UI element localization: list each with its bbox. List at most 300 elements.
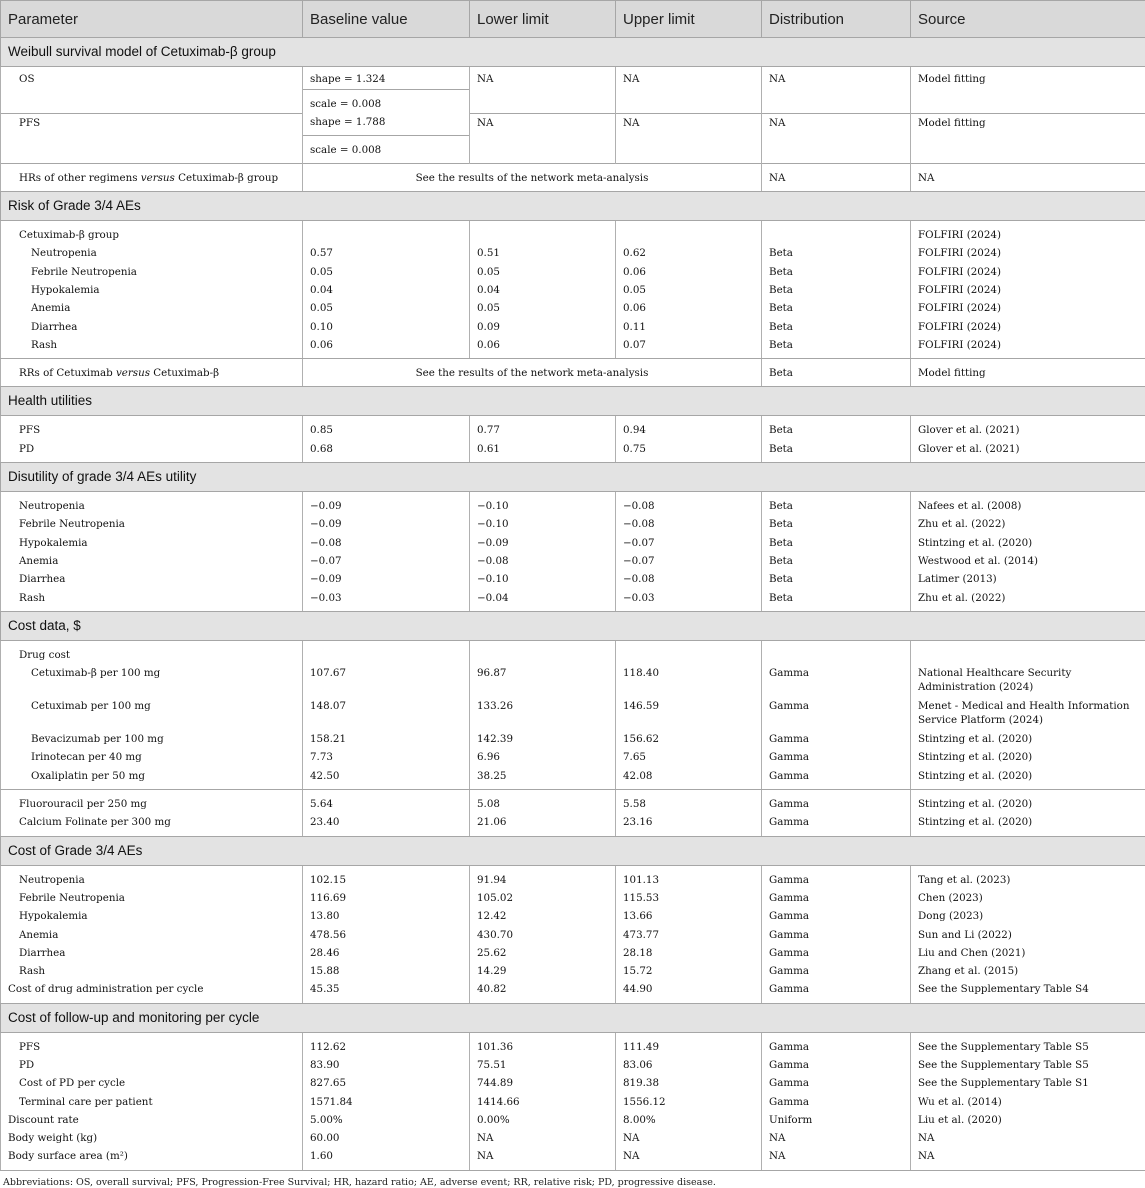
cell: 156.62 — [616, 730, 762, 748]
cell: Model fitting — [911, 359, 1145, 387]
cell: Beta — [762, 570, 911, 588]
cell: See the Supplementary Table S5 — [911, 1056, 1145, 1074]
table-footnote: Abbreviations: OS, overall survival; PFS, Progression-Free Survival; HR, hazard ratio; AE, adverse event; RR, relative risk; PD, progressive disease. — [0, 1171, 1145, 1188]
table-row — [1, 962, 1145, 980]
section-row — [1, 387, 1145, 416]
row-label: PFS — [1, 416, 303, 440]
cell: 38.25 — [470, 767, 616, 790]
row-label: Cost of PD per cycle — [1, 1074, 303, 1092]
cell: Model fitting — [911, 67, 1145, 114]
cell: 142.39 — [470, 730, 616, 748]
cell: 0.00% — [470, 1111, 616, 1129]
section-row — [1, 38, 1145, 67]
cell: Gamma — [762, 865, 911, 889]
row-label: Neutropenia — [1, 492, 303, 516]
cell: NA — [616, 1147, 762, 1170]
cell: 1.60 — [303, 1147, 470, 1170]
cell: Beta — [762, 318, 911, 336]
cell: 116.69 — [303, 889, 470, 907]
cell: Gamma — [762, 730, 911, 748]
cell: Glover et al. (2021) — [911, 416, 1145, 440]
cell: Stintzing et al. (2020) — [911, 534, 1145, 552]
cell: FOLFIRI (2024) — [911, 221, 1145, 245]
row-label: Drug cost — [1, 640, 303, 664]
cell: 0.77 — [470, 416, 616, 440]
label-part: Cetuximab-β — [150, 367, 219, 379]
section-row — [1, 192, 1145, 221]
cell: Beta — [762, 263, 911, 281]
cell: 0.68 — [303, 440, 470, 463]
cell — [303, 221, 470, 245]
cell: 744.89 — [470, 1074, 616, 1092]
cell — [616, 640, 762, 664]
cell: Stintzing et al. (2020) — [911, 748, 1145, 766]
cell: 42.08 — [616, 767, 762, 790]
cell — [470, 640, 616, 664]
cell: FOLFIRI (2024) — [911, 281, 1145, 299]
cell: −0.07 — [616, 552, 762, 570]
section-title: Disutility of grade 3/4 AEs utility — [1, 463, 1145, 492]
cell: −0.08 — [470, 552, 616, 570]
cell: 111.49 — [616, 1032, 762, 1056]
row-label: Febrile Neutropenia — [1, 515, 303, 533]
row-label: Body surface area (m²) — [1, 1147, 303, 1170]
cell: Gamma — [762, 1074, 911, 1092]
cell: 115.53 — [616, 889, 762, 907]
cell: NA — [616, 67, 762, 114]
row-label: Calcium Folinate per 300 mg — [1, 813, 303, 836]
cell: 83.90 — [303, 1056, 470, 1074]
cell: 1556.12 — [616, 1093, 762, 1111]
table-row — [1, 515, 1145, 533]
cell: NA — [470, 1147, 616, 1170]
table-row — [1, 299, 1145, 317]
cell: 0.05 — [470, 299, 616, 317]
row-label: Oxaliplatin per 50 mg — [1, 767, 303, 790]
cell: Beta — [762, 336, 911, 359]
cell: Beta — [762, 416, 911, 440]
cell: 15.72 — [616, 962, 762, 980]
cell: 473.77 — [616, 926, 762, 944]
row-label: Anemia — [1, 552, 303, 570]
section-row — [1, 836, 1145, 865]
cell: 5.64 — [303, 790, 470, 814]
row-label: Body weight (kg) — [1, 1129, 303, 1147]
cell — [762, 640, 911, 664]
cell: −0.04 — [470, 589, 616, 612]
cell: 478.56 — [303, 926, 470, 944]
cell — [616, 221, 762, 245]
cell: Gamma — [762, 1032, 911, 1056]
row-label: OS — [1, 67, 303, 114]
cell: 0.75 — [616, 440, 762, 463]
row-label: Diarrhea — [1, 570, 303, 588]
cell: 102.15 — [303, 865, 470, 889]
cell: Gamma — [762, 926, 911, 944]
table-row — [1, 907, 1145, 925]
section-title: Health utilities — [1, 387, 1145, 416]
cell: Zhu et al. (2022) — [911, 589, 1145, 612]
cell: 0.05 — [616, 281, 762, 299]
table-row — [1, 552, 1145, 570]
cell: Gamma — [762, 944, 911, 962]
table-row — [1, 336, 1145, 359]
col-header: Distribution — [762, 1, 911, 38]
cell: Stintzing et al. (2020) — [911, 813, 1145, 836]
cell: Sun and Li (2022) — [911, 926, 1145, 944]
row-label: Irinotecan per 40 mg — [1, 748, 303, 766]
cell: 148.07 — [303, 697, 470, 730]
cell — [470, 221, 616, 245]
cell: Gamma — [762, 767, 911, 790]
cell — [911, 640, 1145, 664]
cell: NA — [616, 113, 762, 163]
cell: NA — [762, 1147, 911, 1170]
cell: See the results of the network meta-analysis — [303, 359, 762, 387]
cell: See the Supplementary Table S1 — [911, 1074, 1145, 1092]
row-label: Cetuximab-β group — [1, 221, 303, 245]
table-row — [1, 263, 1145, 281]
table-row — [1, 163, 1145, 191]
cell: Latimer (2013) — [911, 570, 1145, 588]
row-label: Rash — [1, 589, 303, 612]
cell: 0.62 — [616, 244, 762, 262]
table-row — [1, 980, 1145, 1003]
table-row — [1, 570, 1145, 588]
cell: NA — [616, 1129, 762, 1147]
cell: shape = 1.324 — [303, 67, 470, 90]
cell: −0.09 — [470, 534, 616, 552]
cell: National Healthcare Security Administration (2024) — [911, 664, 1145, 697]
cell: Beta — [762, 534, 911, 552]
table-row — [1, 944, 1145, 962]
row-label: PFS — [1, 1032, 303, 1056]
table-row — [1, 440, 1145, 463]
cell: 0.57 — [303, 244, 470, 262]
table-row — [1, 281, 1145, 299]
row-label: Anemia — [1, 926, 303, 944]
cell: 25.62 — [470, 944, 616, 962]
cell: −0.10 — [470, 492, 616, 516]
section-title: Cost of Grade 3/4 AEs — [1, 836, 1145, 865]
row-label — [1, 359, 303, 387]
row-label: PFS — [1, 113, 303, 163]
cell: NA — [470, 113, 616, 163]
cell: 118.40 — [616, 664, 762, 697]
table-row — [1, 1111, 1145, 1129]
cell: 827.65 — [303, 1074, 470, 1092]
table-row — [1, 1093, 1145, 1111]
cell: 42.50 — [303, 767, 470, 790]
table-row — [1, 813, 1145, 836]
cell: 0.94 — [616, 416, 762, 440]
cell: −0.03 — [616, 589, 762, 612]
cell: 44.90 — [616, 980, 762, 1003]
cell: 430.70 — [470, 926, 616, 944]
cell: scale = 0.008 — [303, 90, 470, 114]
label-part: RRs of Cetuximab — [19, 367, 116, 379]
cell: Model fitting — [911, 113, 1145, 163]
cell: Gamma — [762, 907, 911, 925]
section-title: Risk of Grade 3/4 AEs — [1, 192, 1145, 221]
cell: 0.10 — [303, 318, 470, 336]
cell: −0.08 — [616, 570, 762, 588]
cell: 0.51 — [470, 244, 616, 262]
cell: 101.36 — [470, 1032, 616, 1056]
cell: 15.88 — [303, 962, 470, 980]
cell: Gamma — [762, 813, 911, 836]
cell: shape = 1.788 — [303, 113, 470, 135]
cell: 7.73 — [303, 748, 470, 766]
cell: 0.61 — [470, 440, 616, 463]
cell: Beta — [762, 515, 911, 533]
row-label: Discount rate — [1, 1111, 303, 1129]
cell: 13.80 — [303, 907, 470, 925]
row-label: Diarrhea — [1, 944, 303, 962]
table-row — [1, 318, 1145, 336]
table-row — [1, 1147, 1145, 1170]
cell: 146.59 — [616, 697, 762, 730]
cell: Westwood et al. (2014) — [911, 552, 1145, 570]
table-row — [1, 416, 1145, 440]
section-title: Cost data, $ — [1, 611, 1145, 640]
cell: 21.06 — [470, 813, 616, 836]
cell: 0.11 — [616, 318, 762, 336]
row-label: Diarrhea — [1, 318, 303, 336]
cell: 0.04 — [470, 281, 616, 299]
label-part: versus — [116, 367, 150, 379]
cell: Nafees et al. (2008) — [911, 492, 1145, 516]
cell: Tang et al. (2023) — [911, 865, 1145, 889]
col-header: Baseline value — [303, 1, 470, 38]
cell: Beta — [762, 299, 911, 317]
cell: Zhang et al. (2015) — [911, 962, 1145, 980]
cell: 0.05 — [303, 263, 470, 281]
row-label: Cost of drug administration per cycle — [1, 980, 303, 1003]
table-row — [1, 1129, 1145, 1147]
cell: 23.40 — [303, 813, 470, 836]
cell: 5.00% — [303, 1111, 470, 1129]
table-row — [1, 221, 1145, 245]
table-row — [1, 865, 1145, 889]
cell: 7.65 — [616, 748, 762, 766]
cell: See the Supplementary Table S5 — [911, 1032, 1145, 1056]
cell: −0.08 — [303, 534, 470, 552]
row-label: Rash — [1, 336, 303, 359]
row-label: PD — [1, 440, 303, 463]
row-label: Febrile Neutropenia — [1, 263, 303, 281]
cell: 0.06 — [303, 336, 470, 359]
cell: 91.94 — [470, 865, 616, 889]
row-label — [1, 163, 303, 191]
cell: Uniform — [762, 1111, 911, 1129]
cell: −0.07 — [616, 534, 762, 552]
cell: FOLFIRI (2024) — [911, 336, 1145, 359]
cell: Gamma — [762, 664, 911, 697]
table-row — [1, 748, 1145, 766]
cell: Beta — [762, 552, 911, 570]
section-row — [1, 611, 1145, 640]
cell: 0.09 — [470, 318, 616, 336]
row-label: Terminal care per patient — [1, 1093, 303, 1111]
cell: 83.06 — [616, 1056, 762, 1074]
cell: NA — [470, 67, 616, 114]
table-row — [1, 589, 1145, 612]
row-label: Hypokalemia — [1, 281, 303, 299]
cell: 8.00% — [616, 1111, 762, 1129]
cell: −0.09 — [303, 492, 470, 516]
cell: 112.62 — [303, 1032, 470, 1056]
label-part: HRs of other regimens — [19, 172, 141, 184]
col-header: Lower limit — [470, 1, 616, 38]
cell: −0.09 — [303, 515, 470, 533]
cell: 75.51 — [470, 1056, 616, 1074]
cell: Beta — [762, 281, 911, 299]
col-header: Parameter — [1, 1, 303, 38]
cell: 0.06 — [616, 299, 762, 317]
row-label: PD — [1, 1056, 303, 1074]
cell: 5.08 — [470, 790, 616, 814]
table-row — [1, 640, 1145, 664]
cell: FOLFIRI (2024) — [911, 263, 1145, 281]
cell: −0.10 — [470, 515, 616, 533]
cell: 819.38 — [616, 1074, 762, 1092]
table-row — [1, 889, 1145, 907]
section-title: Cost of follow-up and monitoring per cycle — [1, 1003, 1145, 1032]
cell: Dong (2023) — [911, 907, 1145, 925]
cell: 133.26 — [470, 697, 616, 730]
cell: 14.29 — [470, 962, 616, 980]
cell: 12.42 — [470, 907, 616, 925]
cell: 28.18 — [616, 944, 762, 962]
header-row — [1, 1, 1145, 38]
cell: −0.07 — [303, 552, 470, 570]
cell: Beta — [762, 492, 911, 516]
cell — [303, 640, 470, 664]
table-row — [1, 697, 1145, 730]
cell: −0.09 — [303, 570, 470, 588]
cell: NA — [762, 113, 911, 163]
row-label: Anemia — [1, 299, 303, 317]
cell: Liu and Chen (2021) — [911, 944, 1145, 962]
cell: Gamma — [762, 1056, 911, 1074]
cell: Wu et al. (2014) — [911, 1093, 1145, 1111]
cell: FOLFIRI (2024) — [911, 318, 1145, 336]
table-row — [1, 492, 1145, 516]
cell: 1571.84 — [303, 1093, 470, 1111]
table-row — [1, 664, 1145, 697]
cell: 0.04 — [303, 281, 470, 299]
row-label: Cetuximab-β per 100 mg — [1, 664, 303, 697]
cell: FOLFIRI (2024) — [911, 299, 1145, 317]
cell: 107.67 — [303, 664, 470, 697]
cell: 0.07 — [616, 336, 762, 359]
cell: 0.85 — [303, 416, 470, 440]
cell: 13.66 — [616, 907, 762, 925]
table-row — [1, 767, 1145, 790]
cell: −0.08 — [616, 492, 762, 516]
cell: −0.10 — [470, 570, 616, 588]
table-row — [1, 359, 1145, 387]
cell: See the Supplementary Table S4 — [911, 980, 1145, 1003]
cell: 0.06 — [616, 263, 762, 281]
row-label: Neutropenia — [1, 244, 303, 262]
cell: 0.05 — [470, 263, 616, 281]
table-row — [1, 790, 1145, 814]
cell: 96.87 — [470, 664, 616, 697]
cell: 45.35 — [303, 980, 470, 1003]
cell: Gamma — [762, 697, 911, 730]
cell: NA — [911, 1129, 1145, 1147]
cell: 28.46 — [303, 944, 470, 962]
cell: Liu et al. (2020) — [911, 1111, 1145, 1129]
cell: Beta — [762, 440, 911, 463]
cell: 0.06 — [470, 336, 616, 359]
cell: 1414.66 — [470, 1093, 616, 1111]
cell: Beta — [762, 244, 911, 262]
table-row — [1, 1032, 1145, 1056]
cell: NA — [762, 163, 911, 191]
cell: Beta — [762, 589, 911, 612]
section-row — [1, 463, 1145, 492]
row-label: Hypokalemia — [1, 907, 303, 925]
row-label: Hypokalemia — [1, 534, 303, 552]
cell: FOLFIRI (2024) — [911, 244, 1145, 262]
cell: 101.13 — [616, 865, 762, 889]
cell: Menet - Medical and Health Information Service Platform (2024) — [911, 697, 1145, 730]
cell: −0.03 — [303, 589, 470, 612]
section-title: Weibull survival model of Cetuximab-β group — [1, 38, 1145, 67]
row-label: Bevacizumab per 100 mg — [1, 730, 303, 748]
row-label: Fluorouracil per 250 mg — [1, 790, 303, 814]
row-label: Neutropenia — [1, 865, 303, 889]
section-row — [1, 1003, 1145, 1032]
table-row — [1, 534, 1145, 552]
label-part: Cetuximab-β group — [175, 172, 278, 184]
cell — [762, 221, 911, 245]
cell: 60.00 — [303, 1129, 470, 1147]
cell: NA — [762, 67, 911, 114]
table-row — [1, 730, 1145, 748]
cell: Stintzing et al. (2020) — [911, 767, 1145, 790]
table-row — [1, 67, 1145, 90]
cell: Stintzing et al. (2020) — [911, 790, 1145, 814]
cell: Gamma — [762, 980, 911, 1003]
cell: Gamma — [762, 889, 911, 907]
cell: 0.05 — [303, 299, 470, 317]
cell: Gamma — [762, 790, 911, 814]
cell: 23.16 — [616, 813, 762, 836]
cell: NA — [470, 1129, 616, 1147]
cell: 6.96 — [470, 748, 616, 766]
cell: NA — [762, 1129, 911, 1147]
cell: 158.21 — [303, 730, 470, 748]
cell: Zhu et al. (2022) — [911, 515, 1145, 533]
cell: Stintzing et al. (2020) — [911, 730, 1145, 748]
cell: −0.08 — [616, 515, 762, 533]
cell: NA — [911, 1147, 1145, 1170]
row-label: Febrile Neutropenia — [1, 889, 303, 907]
row-label: Cetuximab per 100 mg — [1, 697, 303, 730]
col-header: Source — [911, 1, 1145, 38]
cell: Gamma — [762, 748, 911, 766]
row-label: Rash — [1, 962, 303, 980]
cell: NA — [911, 163, 1145, 191]
cell: Chen (2023) — [911, 889, 1145, 907]
table-row — [1, 1056, 1145, 1074]
cell: scale = 0.008 — [303, 135, 470, 163]
cell: Glover et al. (2021) — [911, 440, 1145, 463]
